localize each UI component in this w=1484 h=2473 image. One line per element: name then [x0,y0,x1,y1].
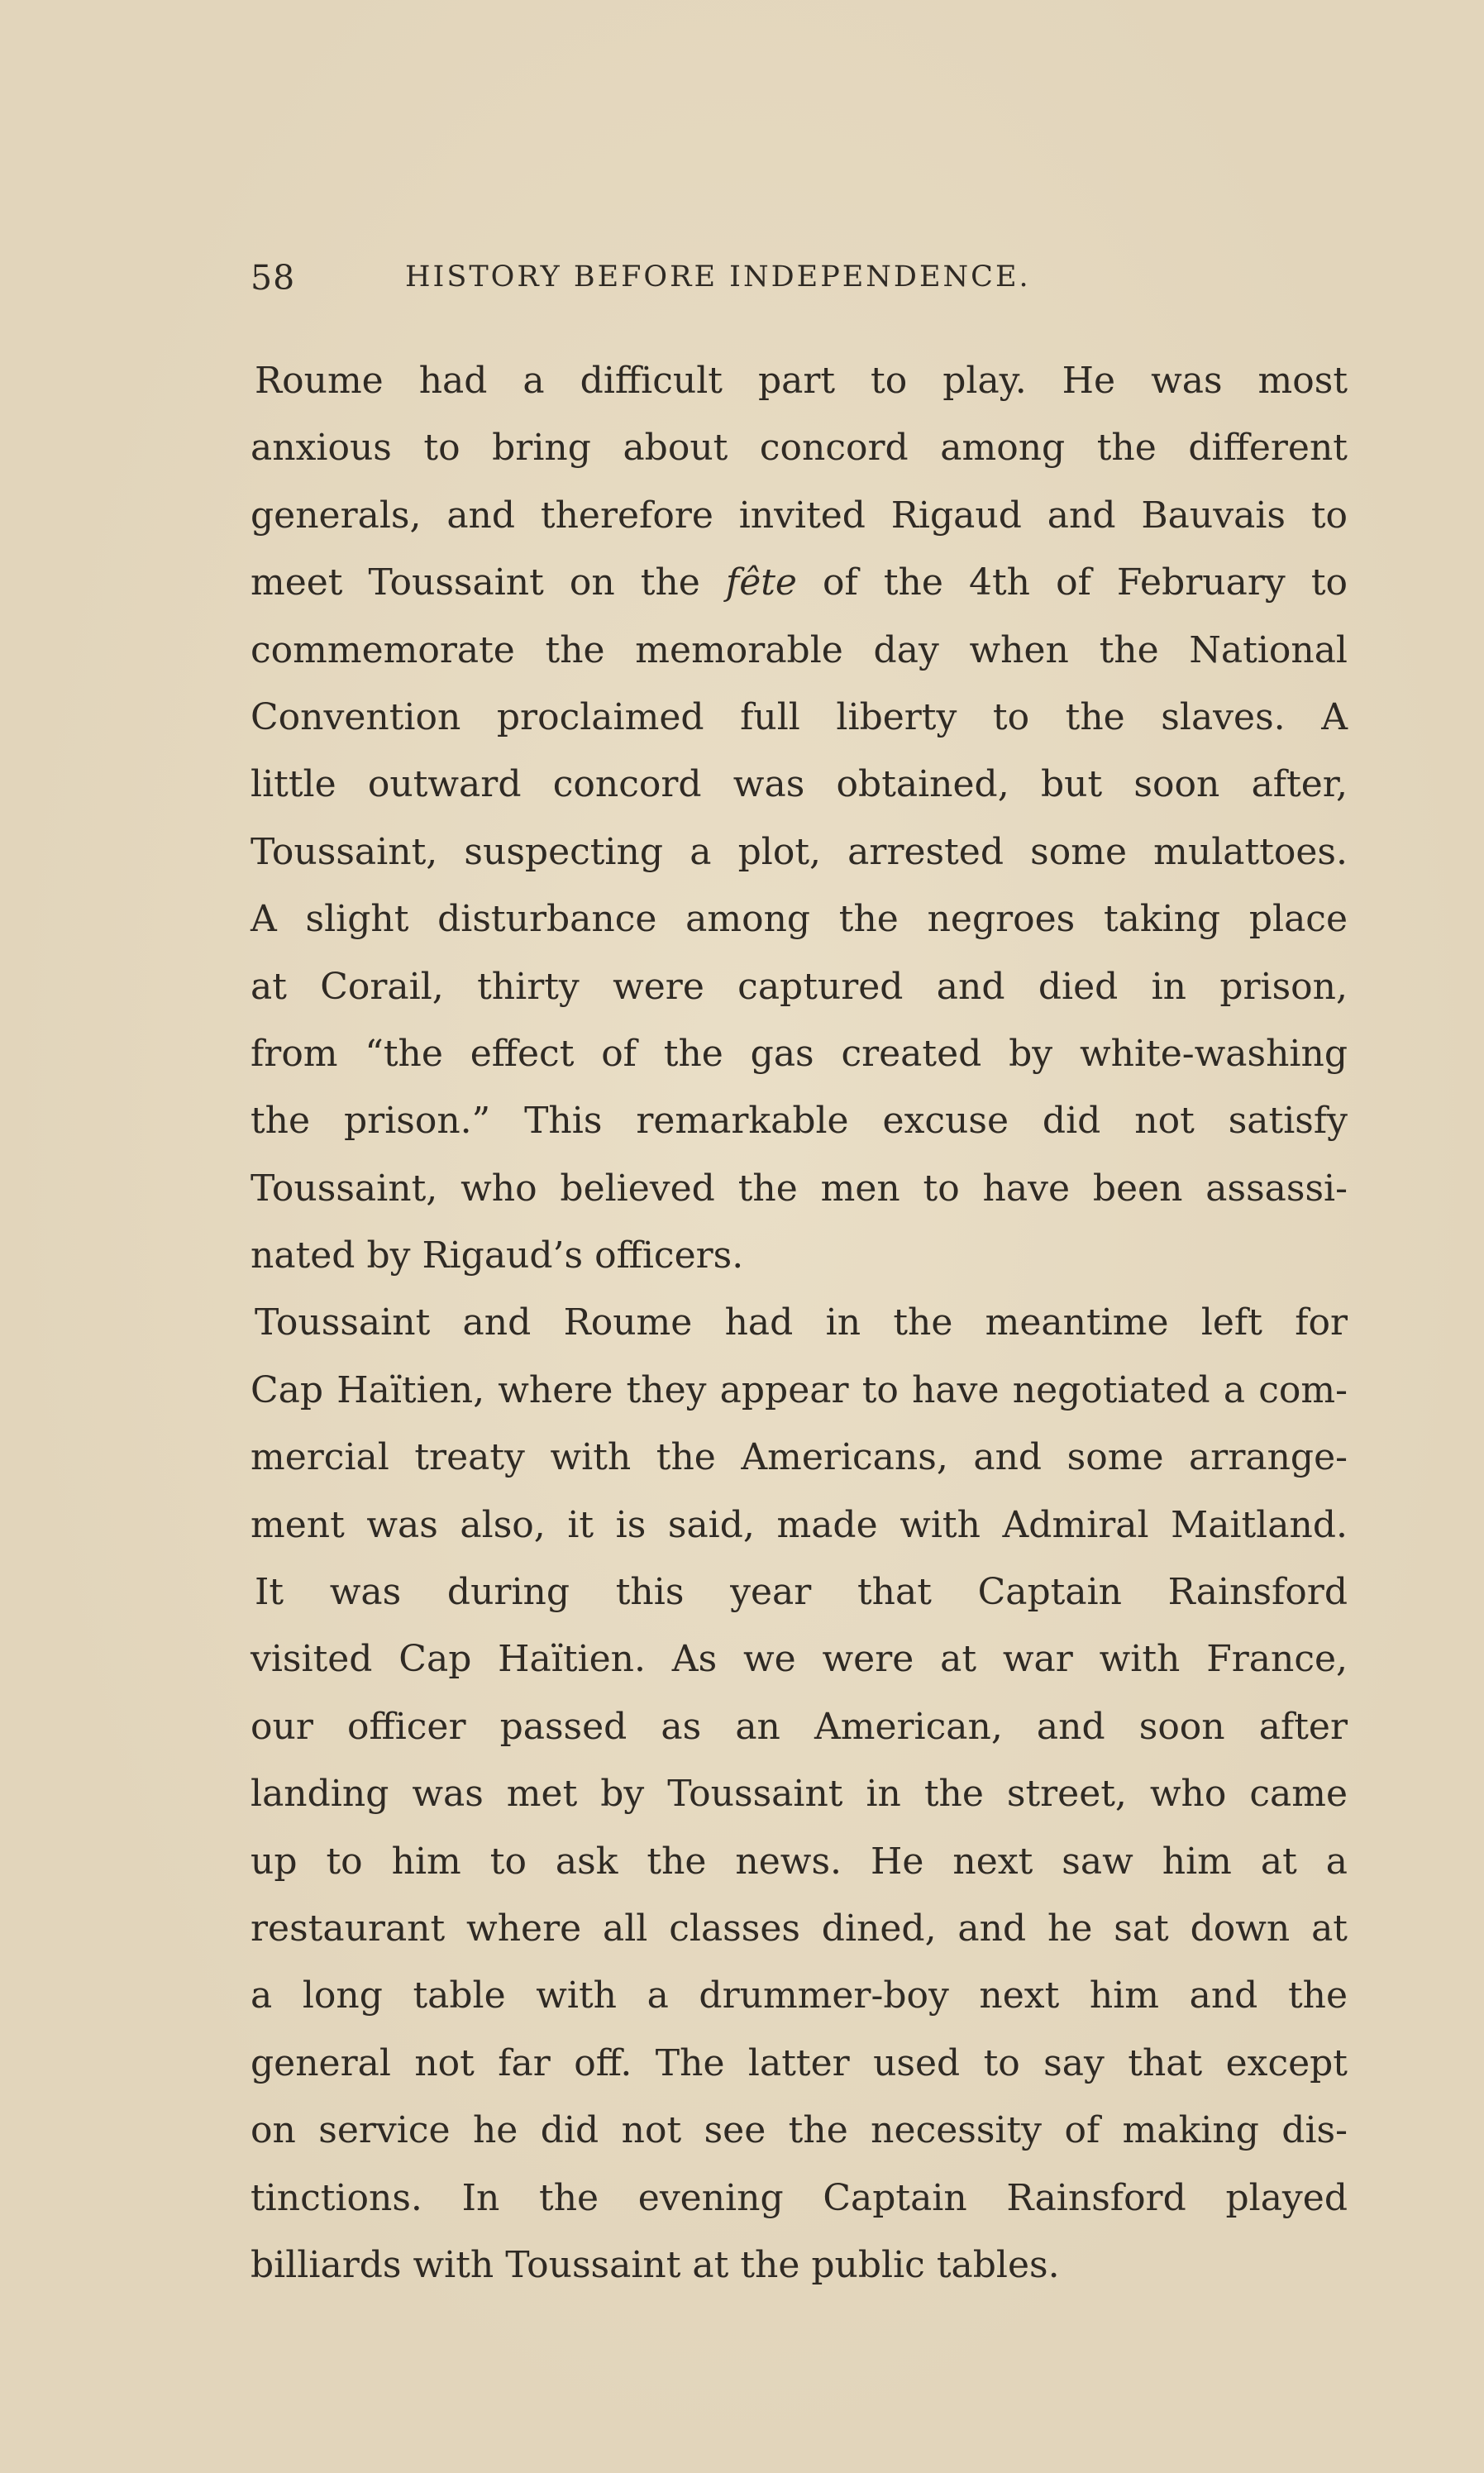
text-line: nated by Rigaud’s officers. [251,1234,744,1277]
text-fragment: of the 4th of February to [796,561,1348,604]
text-line: landing was met by Toussaint in the street, who came [251,1773,1348,1816]
text-fragment: meet Toussaint on the [251,561,726,604]
text-line: visited Cap Haïtien. As we were at war with France, [251,1638,1348,1681]
text-line: the prison.” This remarkable excuse did not satisfy [251,1100,1348,1143]
text-line: anxious to bring about concord among the different [251,427,1348,470]
text-line: commemorate the memorable day when the National [251,628,1348,671]
text-line: up to him to ask the news. He next saw him at a [251,1840,1348,1883]
text-line: generals, and therefore invited Rigaud and Bauvais to [251,494,1348,537]
text-line [251,549,1348,616]
text-line: Roume had a difficult part to play. He was most [255,360,1348,402]
text-line: Cap Haïtien, where they appear to have negotiated a com- [251,1368,1348,1411]
text-line: It was during this year that Captain Rainsford [255,1571,1348,1614]
text-line: Toussaint and Roume had in the meantime left for [255,1301,1348,1344]
page-number: 58 [251,258,296,298]
running-head [251,258,1354,308]
text-line: ment was also, it is said, made with Admiral Maitland. [251,1503,1348,1546]
text-line: from “the effect of the gas created by white-washing [251,1032,1348,1075]
text-line: mercial treaty with the Americans, and some arrange- [251,1436,1348,1479]
text-line: restaurant where all classes dined, and he sat down at [251,1907,1348,1950]
running-title: HISTORY BEFORE INDEPENDENCE. [405,260,1031,294]
text-line: tinctions. In the evening Captain Rainsford played [251,2176,1348,2219]
text-line: little outward concord was obtained, but soon after, [251,763,1348,806]
text-line: general not far off. The latter used to say that except [251,2041,1348,2084]
text-line: on service he did not see the necessity of making dis- [251,2109,1348,2152]
text-line: A slight disturbance among the negroes taking place [251,898,1348,941]
text-line: at Corail, thirty were captured and died in prison, [251,965,1348,1008]
text-line: billiards with Toussaint at the public tables. [251,2243,1060,2286]
text-line: Convention proclaimed full liberty to the slaves. A [251,695,1348,738]
text-line: Toussaint, who believed the men to have been assassi- [251,1167,1348,1210]
text-line: our officer passed as an American, and soon after [251,1705,1348,1748]
text-line: Toussaint, suspecting a plot, arrested some mulattoes. [251,830,1348,873]
emphasized-word: fête [725,561,797,604]
text-line: a long table with a drummer-boy next him and the [251,1974,1348,2017]
body-text [251,347,1348,2299]
